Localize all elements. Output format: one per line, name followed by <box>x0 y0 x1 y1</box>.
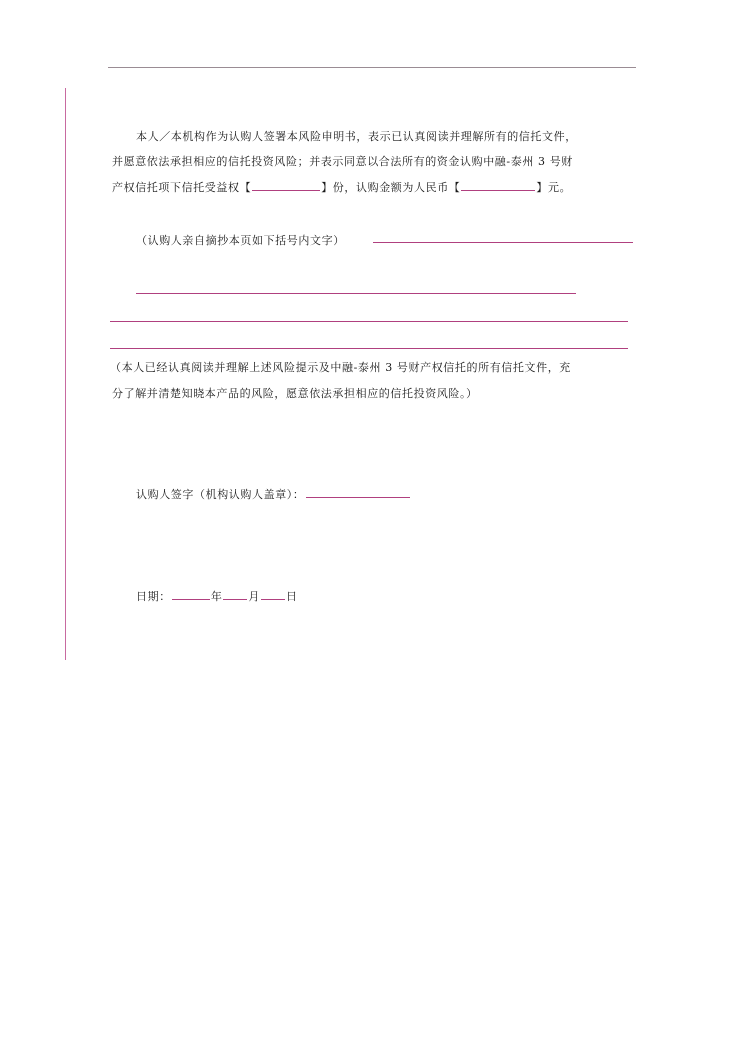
statement-line-3 <box>112 176 571 199</box>
signature-field[interactable] <box>306 485 410 498</box>
amount-blank[interactable] <box>461 178 535 191</box>
year-field[interactable] <box>172 587 210 600</box>
copy-instruction: （认购人亲自摘抄本页如下括号内文字） <box>136 234 345 247</box>
copy-text-line-2: 分了解并清楚知晓本产品的风险，愿意依法承担相应的信托投资风险。） <box>112 387 478 400</box>
date-row <box>136 585 298 608</box>
header-rule <box>108 67 636 68</box>
month-field[interactable] <box>223 587 247 600</box>
year-label: 年 <box>210 590 223 603</box>
statement-line-2: 并愿意依法承担相应的信托投资风险；并表示同意以合法所有的资金认购中融-泰州 3 号财 <box>112 155 573 168</box>
month-label: 月 <box>248 590 261 603</box>
date-label: 日期： <box>136 590 171 603</box>
signature-row <box>136 483 411 506</box>
statement-line-3-part-1: 产权信托项下信托受益权【 <box>112 181 252 194</box>
signature-label: 认购人签字（机构认购人盖章）： <box>136 488 305 501</box>
copy-line-1[interactable] <box>373 242 633 243</box>
copy-line-4[interactable] <box>110 348 628 349</box>
units-blank[interactable] <box>252 178 320 191</box>
copy-text-line-1: （本人已经认真阅读并理解上述风险提示及中融-泰州 3 号财产权信托的所有信托文件，充 <box>110 361 571 374</box>
statement-line-1: 本人／本机构作为认购人签署本风险申明书，表示已认真阅读并理解所有的信托文件， <box>136 130 577 143</box>
statement-line-3-part-3: 】元。 <box>536 181 572 194</box>
day-label: 日 <box>286 590 298 603</box>
statement-line-3-part-2: 】份，认购金额为人民币【 <box>321 181 461 194</box>
day-field[interactable] <box>261 587 285 600</box>
copy-line-2[interactable] <box>136 293 576 294</box>
copy-line-3[interactable] <box>110 321 628 322</box>
left-margin-line <box>65 88 66 660</box>
